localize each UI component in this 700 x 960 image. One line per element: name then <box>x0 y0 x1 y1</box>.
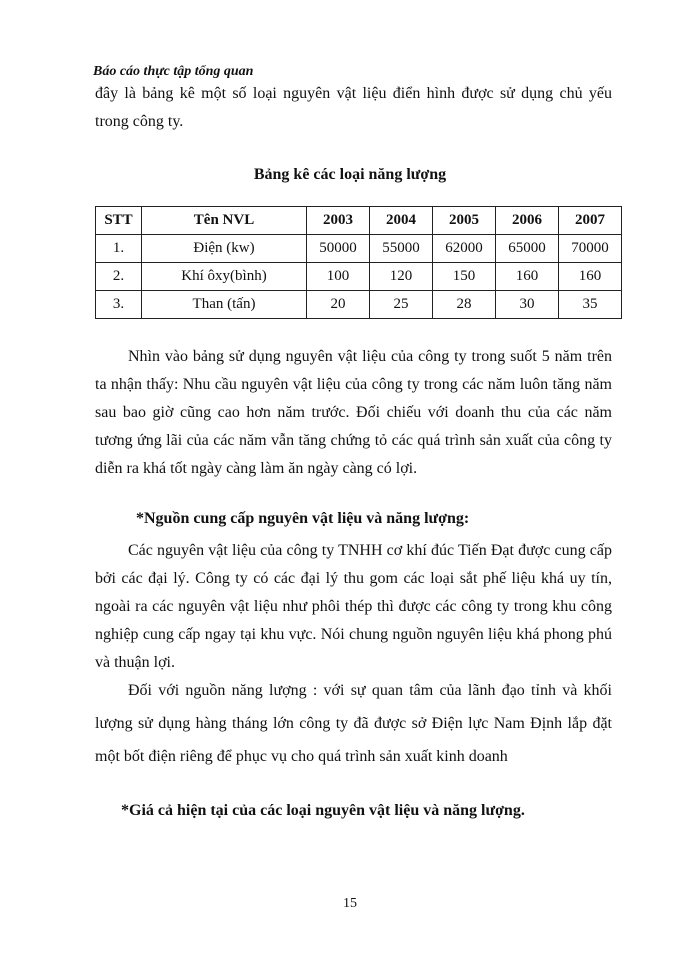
col-header-name: Tên NVL <box>142 207 307 235</box>
col-header-2004: 2004 <box>370 207 433 235</box>
table-cell: 20 <box>307 291 370 319</box>
table-cell: 28 <box>433 291 496 319</box>
table-cell: 50000 <box>307 235 370 263</box>
table-cell: 1. <box>96 235 142 263</box>
table-header-row <box>96 207 622 235</box>
running-header: Báo cáo thực tập tổng quan <box>93 64 254 79</box>
table-row <box>96 263 622 291</box>
table-cell: Than (tấn) <box>142 291 307 319</box>
table-cell: 2. <box>96 263 142 291</box>
col-header-stt: STT <box>96 207 142 235</box>
table-cell: 150 <box>433 263 496 291</box>
table-cell: 70000 <box>559 235 622 263</box>
table-cell: Khí ôxy(bình) <box>142 263 307 291</box>
table-cell: 120 <box>370 263 433 291</box>
table-cell: 25 <box>370 291 433 319</box>
page-number: 15 <box>343 896 357 911</box>
table-cell: 160 <box>559 263 622 291</box>
col-header-2007: 2007 <box>559 207 622 235</box>
supply-paragraph: Các nguyên vật liệu của công ty TNHH cơ khí đúc Tiến Đạt được cung cấp bởi các đại lý. Công ty có các đại lý thu gom các loại sắt phế liệu khá uy tín, ngoài ra các nguyên vật liệu như phôi thép thì được các công ty trong khu công nghiệp cung cấp ngay tại khu vực. Nói chung nguồn nguyên liệu khá phong phú và thuận lợi. <box>95 542 612 671</box>
table-cell: 100 <box>307 263 370 291</box>
table-cell: 55000 <box>370 235 433 263</box>
col-header-2003: 2003 <box>307 207 370 235</box>
table-cell: 35 <box>559 291 622 319</box>
energy-table <box>95 206 622 319</box>
table-row <box>96 235 622 263</box>
table-cell: 65000 <box>496 235 559 263</box>
table-cell: 30 <box>496 291 559 319</box>
energy-paragraph: Đối với nguồn năng lượng : với sự quan tâm của lãnh đạo tỉnh và khối lượng sử dụng hàng tháng lớn công ty đã được sở Điện lực Nam Định lắp đặt một bốt điện riêng để phục vụ cho quá trình sản xuất kinh doanh <box>95 682 612 765</box>
supply-heading: *Nguồn cung cấp nguyên vật liệu và năng lượng: <box>136 510 470 527</box>
table-title: Bảng kê các loại năng lượng <box>253 166 447 183</box>
table-cell: 160 <box>496 263 559 291</box>
analysis-paragraph: Nhìn vào bảng sử dụng nguyên vật liệu của công ty trong suốt 5 năm trên ta nhận thấy: Nhu cầu nguyên vật liệu của công ty trong các năm luôn tăng năm sau bao giờ cũng cao hơn năm trước. Đối chiếu với doanh thu của các năm tương ứng lãi của các năm vẫn tăng chứng tỏ các quá trình sản xuất của công ty diễn ra khá tốt ngày càng làm ăn ngày càng có lợi. <box>95 348 612 477</box>
table-cell: 3. <box>96 291 142 319</box>
intro-paragraph: đây là bảng kê một số loại nguyên vật liệu điển hình được sử dụng chủ yếu trong công ty. <box>95 85 612 130</box>
table-row <box>96 291 622 319</box>
price-heading: *Giá cả hiện tại của các loại nguyên vật liệu và năng lượng. <box>121 802 525 819</box>
table-cell: Điện (kw) <box>142 235 307 263</box>
col-header-2005: 2005 <box>433 207 496 235</box>
col-header-2006: 2006 <box>496 207 559 235</box>
table-cell: 62000 <box>433 235 496 263</box>
